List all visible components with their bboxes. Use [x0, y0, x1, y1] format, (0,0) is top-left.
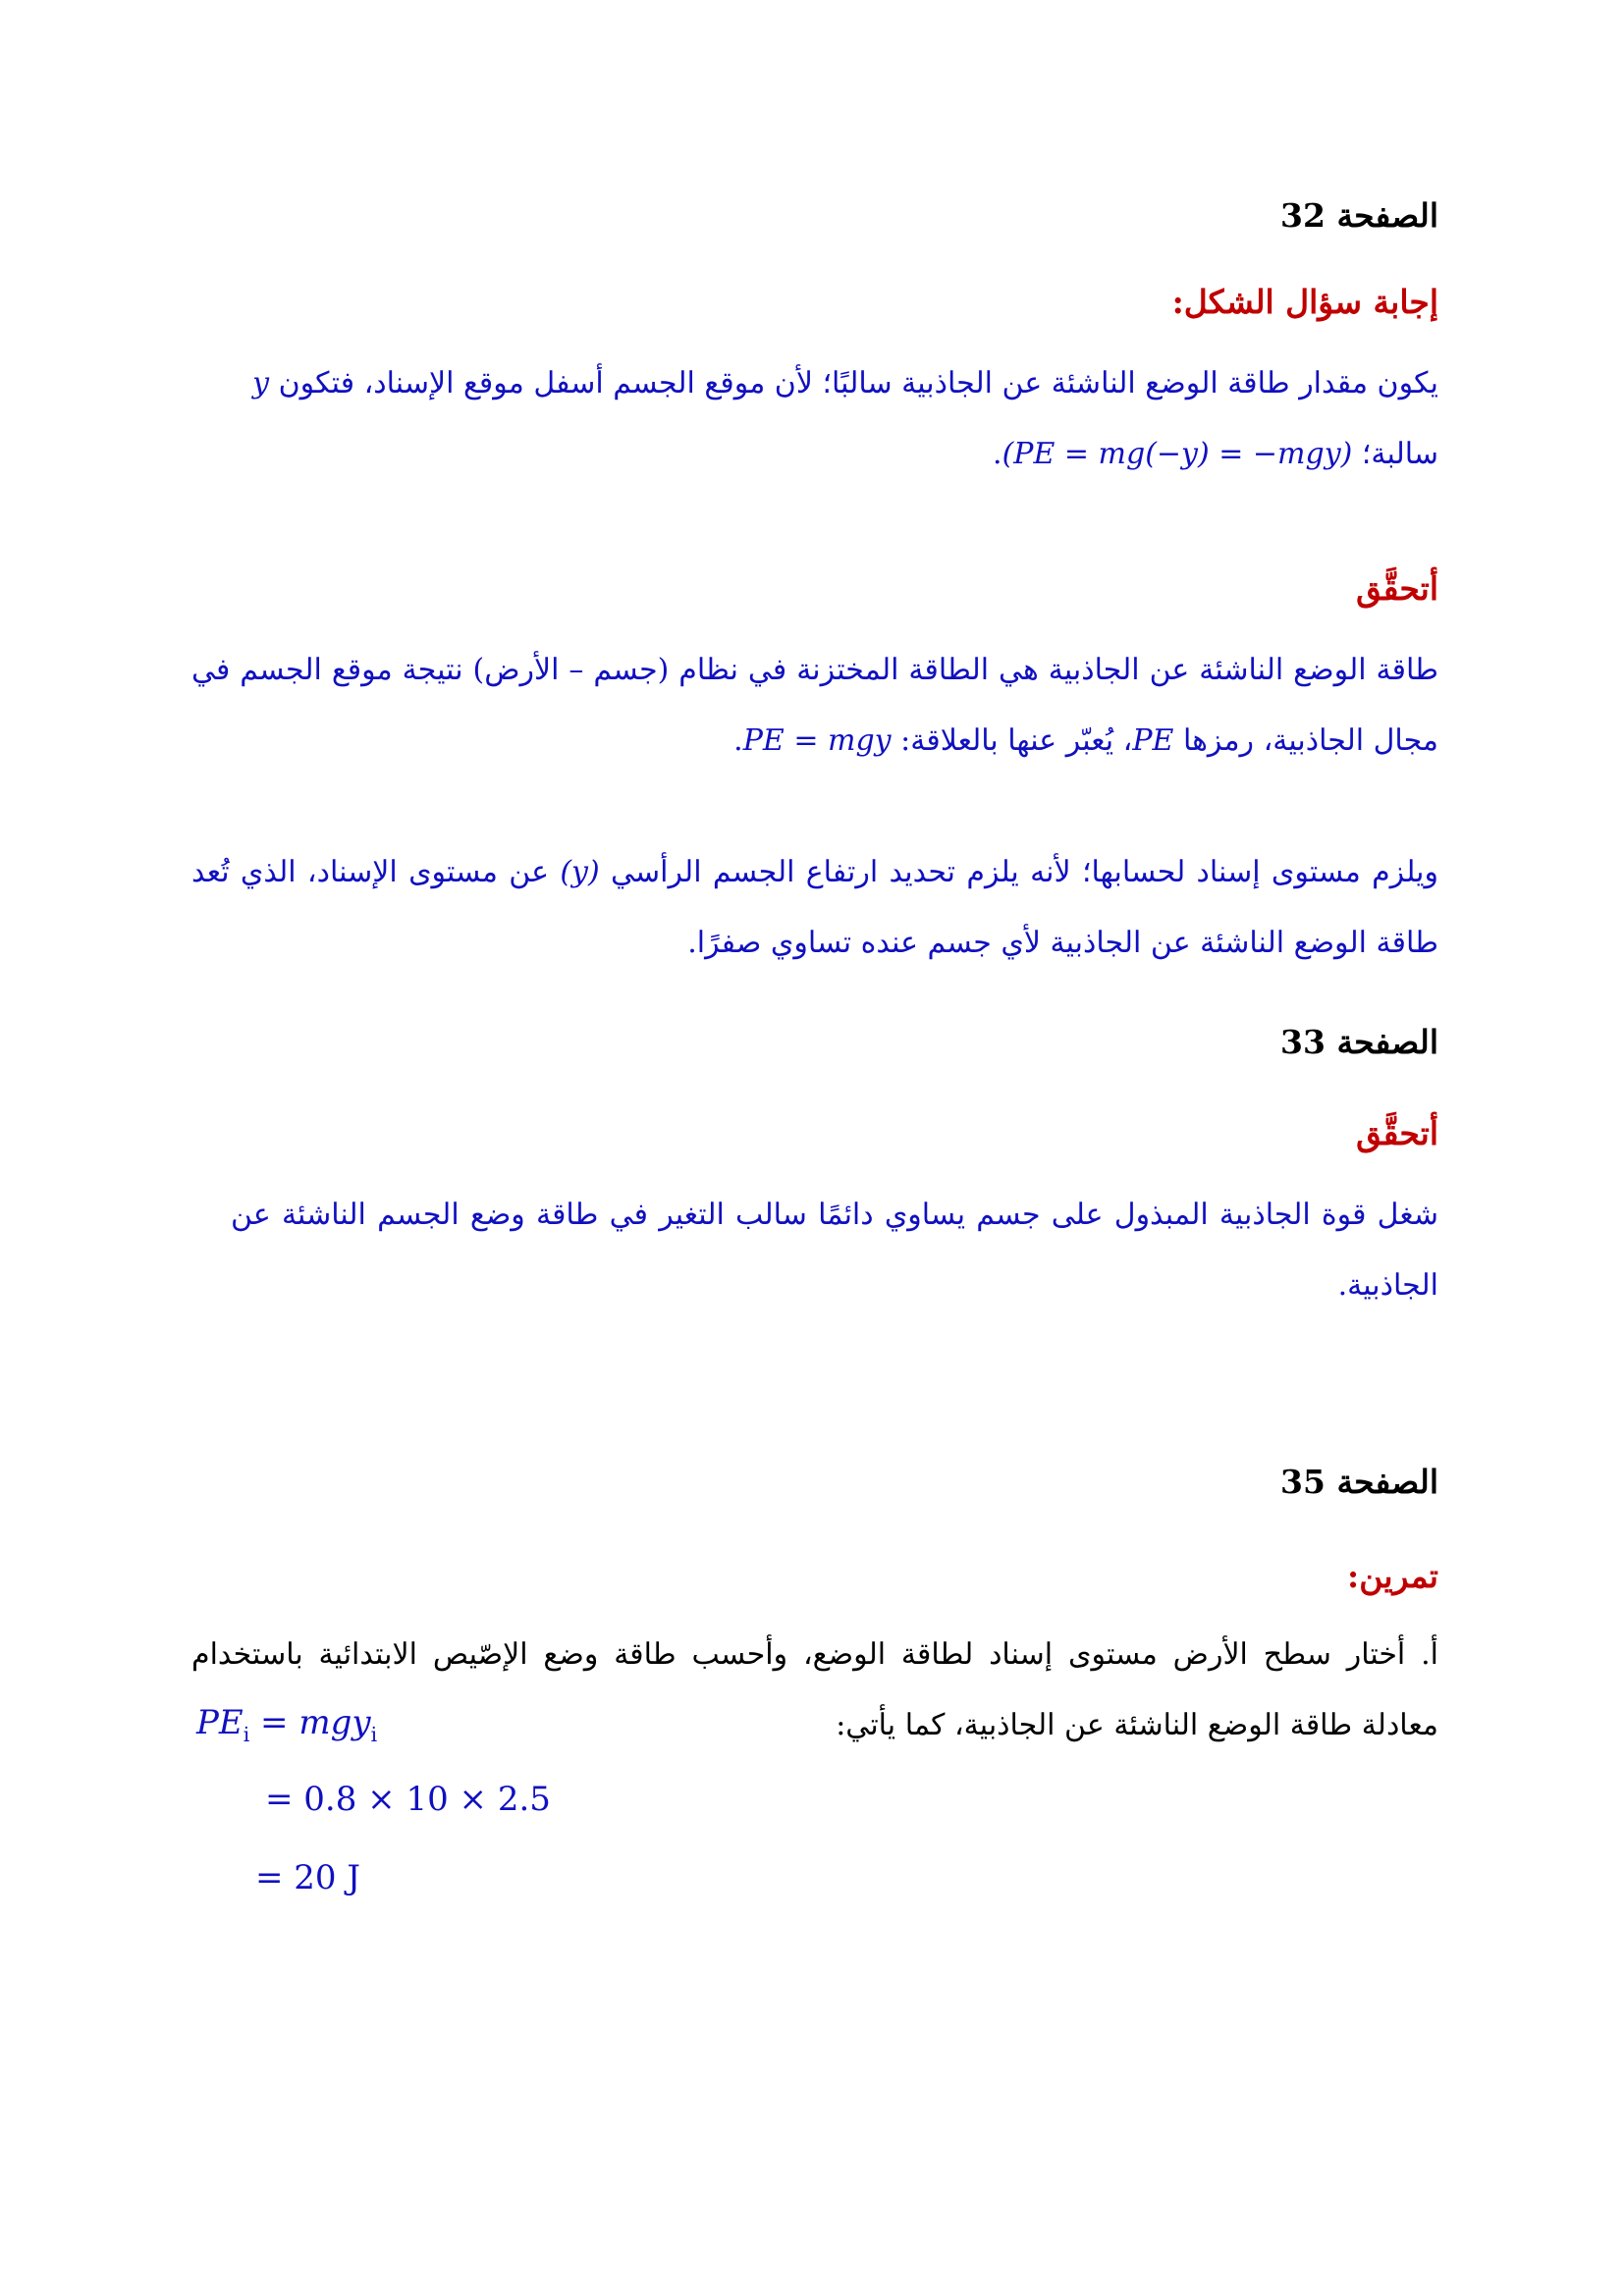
variable-y: y: [252, 366, 270, 400]
check-title-p32: أتحقَّق: [1356, 569, 1438, 608]
eq1-lhs: PE: [196, 1703, 244, 1742]
answer-text-1: يكون مقدار طاقة الوضع الناشئة عن الجاذبية سالبًا؛ لأن موقع الجسم أسفل موقع الإسناد، فتكون: [269, 366, 1438, 400]
page-32-heading: الصفحة 32: [1280, 196, 1438, 235]
answer-text-2: سالبة؛: [1352, 437, 1438, 471]
variable-y-paren: (y): [560, 855, 600, 889]
eq1-rhs: = mgy: [249, 1703, 371, 1742]
eq1-sub: i: [243, 1722, 250, 1746]
check-title-p33: أتحقَّق: [1356, 1114, 1438, 1152]
exercise-paragraph: أ. أختار سطح الأرض مستوى إسناد لطاقة الوضع، وأحسب طاقة وضع الإصّيص الابتدائية باستخدام معادلة طاقة الوضع الناشئة عن الجاذبية، كما يأتي:: [191, 1637, 1439, 1742]
equation-line-3: = 20 J: [255, 1858, 360, 1897]
check-p1-text-b: ، يُعبّر عنها بالعلاقة:: [891, 723, 1133, 758]
check-p2-text-b: عن مستوى الإسناد، الذي تُعد طاقة الوضع الناشئة عن الجاذبية لأي جسم عنده تساوي صفرًا.: [191, 855, 1438, 960]
potential-energy-equation: (PE = mg(−y) = −mgy): [1001, 437, 1353, 471]
page-33-heading: الصفحة 33: [1280, 1023, 1438, 1061]
check-paragraph-1: [191, 635, 1438, 776]
eq1-rhs-sub: i: [370, 1722, 378, 1746]
equation-line-2: = 0.8 × 10 × 2.5: [265, 1780, 551, 1819]
symbol-pe: PE: [1132, 723, 1174, 758]
check-p2-text: ويلزم مستوى إسناد لحسابها؛ لأنه يلزم تحديد ارتفاع الجسم الرأسي: [599, 855, 1439, 889]
answer-end-period: .: [993, 437, 1002, 471]
check-p1-text: طاقة الوضع الناشئة عن الجاذبية هي الطاقة المختزنة في نظام (جسم – الأرض) نتيجة موقع الجسم في مجال الجاذبية، رمزها: [191, 653, 1438, 758]
equation-line-1: [196, 1703, 377, 1746]
equation-block: [196, 1703, 884, 1958]
page-35-heading: الصفحة 35: [1280, 1463, 1438, 1501]
check-p1-end: .: [733, 723, 743, 758]
figure-question-title: إجابة سؤال الشكل:: [1171, 283, 1438, 321]
exercise-title: تمرين:: [1347, 1557, 1438, 1595]
check-paragraph-2: [191, 837, 1438, 979]
check-paragraph-p33: شغل قوة الجاذبية المبذول على جسم يساوي دائمًا سالب التغير في طاقة وضع الجسم الناشئة عن الجاذبية.: [231, 1198, 1438, 1303]
pe-mgy-equation: PE = mgy: [742, 723, 892, 758]
figure-question-answer: [191, 348, 1438, 490]
